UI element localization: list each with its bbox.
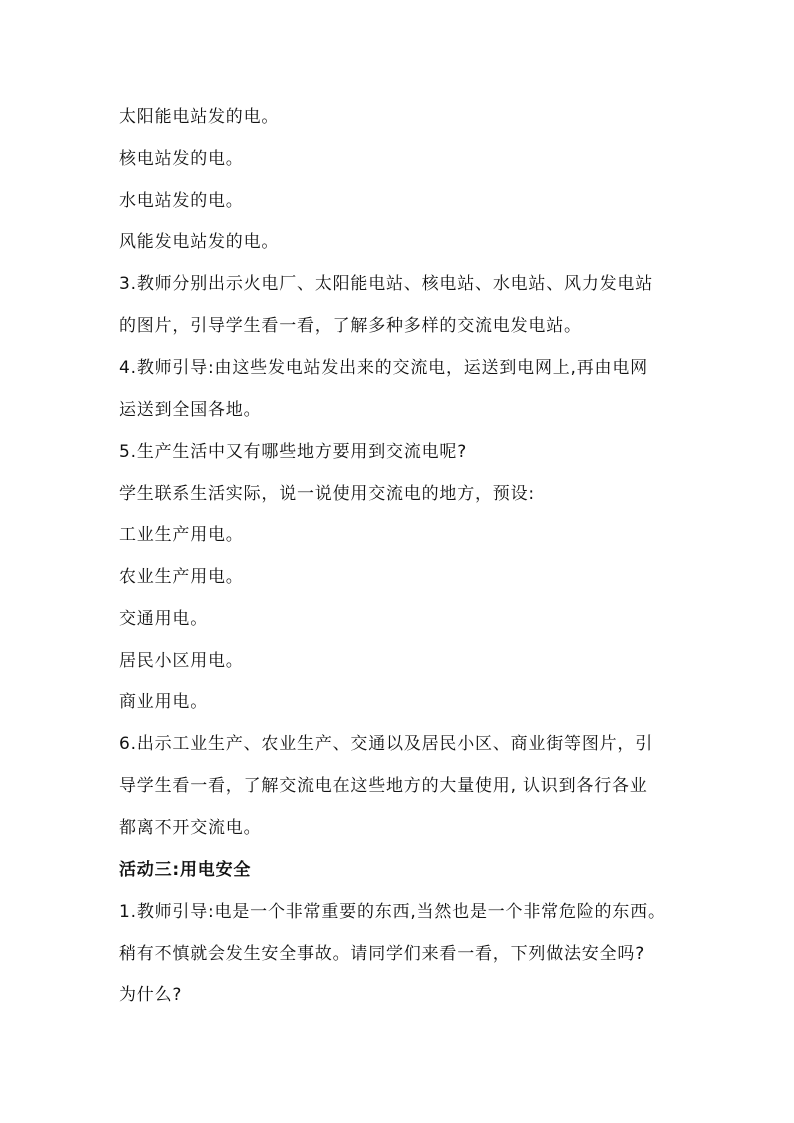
text-line-transport: 交通用电。 — [119, 609, 208, 629]
text-line-step4-a: 4.教师引导:由这些发电站发出来的交流电，运送到电网上,再由电网 — [119, 358, 648, 378]
text-line-wind: 风能发电站发的电。 — [119, 232, 280, 252]
text-line-commercial: 商业用电。 — [119, 692, 208, 712]
text-line-step4-b: 运送到全国各地。 — [119, 400, 262, 420]
text-line-safety-a: 1.教师引导:电是一个非常重要的东西,当然也是一个非常危险的东西。 — [119, 902, 666, 922]
text-line-step6-c: 都离不开交流电。 — [119, 818, 262, 838]
text-line-step3-b: 的图片，引导学生看一看，了解多种多样的交流电发电站。 — [119, 316, 582, 336]
text-line-step5: 5.生产生活中又有哪些地方要用到交流电呢? — [119, 442, 468, 462]
text-line-agriculture: 农业生产用电。 — [119, 567, 244, 587]
text-line-step3-a: 3.教师分别出示火电厂、太阳能电站、核电站、水电站、风力发电站 — [119, 274, 654, 294]
section-heading: 活动三:用电安全 — [119, 860, 252, 880]
text-line-industry: 工业生产用电。 — [119, 525, 244, 545]
text-line-safety-b: 稍有不慎就会发生安全事故。请同学们来看一看，下列做法安全吗? — [119, 944, 646, 964]
text-line-hydro: 水电站发的电。 — [119, 191, 244, 211]
text-line-students: 学生联系生活实际，说一说使用交流电的地方，预设: — [119, 484, 535, 504]
text-line-step6-a: 6.出示工业生产、农业生产、交通以及居民小区、商业街等图片，引 — [119, 734, 654, 754]
text-line-step6-b: 导学生看一看，了解交流电在这些地方的大量使用, 认识到各行各业 — [119, 776, 648, 796]
text-line-solar: 太阳能电站发的电。 — [119, 107, 280, 127]
text-line-safety-c: 为什么? — [119, 985, 183, 1005]
text-line-residential: 居民小区用电。 — [119, 651, 244, 671]
text-line-nuclear: 核电站发的电。 — [119, 149, 244, 169]
